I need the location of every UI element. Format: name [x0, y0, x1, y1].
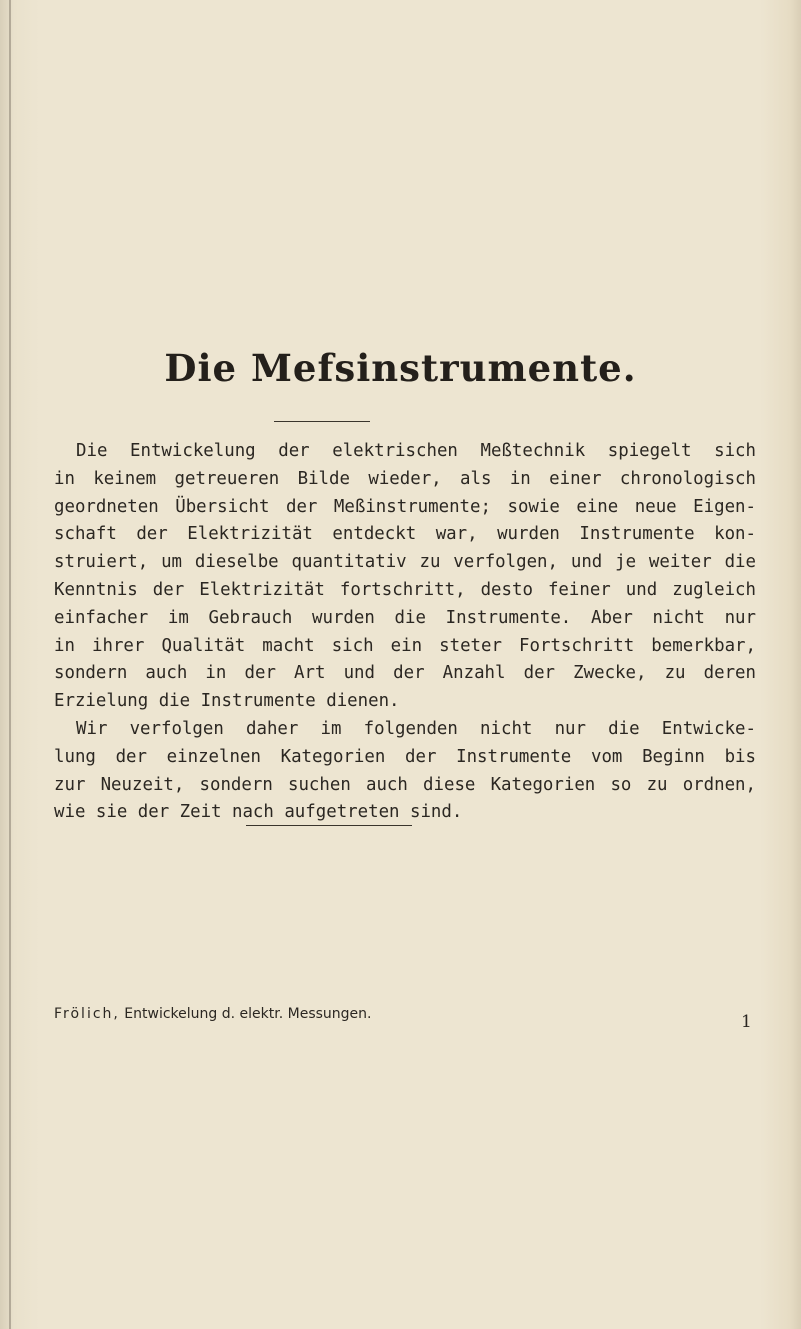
text-line: Erzielung die Instrumente dienen. — [54, 691, 400, 712]
signature-line — [54, 1006, 371, 1022]
text-line: in ihrer Qualität macht sich ein steter Fortschritt bemerkbar, — [54, 635, 756, 656]
text-line: geordneten Übersicht der Meßinstrumente; sowie eine neue Eigen- — [54, 496, 756, 517]
chapter-title: Die Mefsinstrumente. — [164, 346, 637, 390]
text-line: Kenntnis der Elektrizität fortschritt, desto feiner und zugleich — [54, 579, 756, 600]
text-line: Die Entwickelung der elektrischen Meßtechnik spiegelt sich — [76, 441, 756, 461]
footer-author: Frölich, — [54, 1006, 120, 1022]
footer-work-title: Entwickelung d. elektr. Messungen. — [119, 1006, 372, 1022]
body-text — [54, 438, 756, 827]
binding-gutter — [9, 0, 11, 1329]
text-line: sondern auch in der Art und der Anzahl der Zwecke, zu deren — [54, 663, 756, 684]
text-line: struiert, um dieselbe quantitativ zu verfolgen, und je weiter die — [54, 552, 756, 573]
text-line: wie sie der Zeit nach aufgetreten sind. — [54, 802, 463, 823]
title-rule — [274, 421, 370, 422]
page-number: 1 — [741, 1012, 752, 1032]
text-line: schaft der Elektrizität entdeckt war, wurden Instrumente kon- — [54, 524, 756, 545]
text-line: zur Neuzeit, sondern suchen auch diese Kategorien so zu ordnen, — [54, 774, 756, 795]
text-line: Wir verfolgen daher im folgenden nicht nur die Entwicke- — [76, 718, 756, 739]
text-line: lung der einzelnen Kategorien der Instrumente vom Beginn bis — [54, 746, 756, 767]
text-line: einfacher im Gebrauch wurden die Instrumente. Aber nicht nur — [54, 607, 756, 628]
text-line: in keinem getreueren Bilde wieder, als in einer chronologisch — [54, 468, 756, 489]
section-end-rule — [246, 825, 412, 826]
